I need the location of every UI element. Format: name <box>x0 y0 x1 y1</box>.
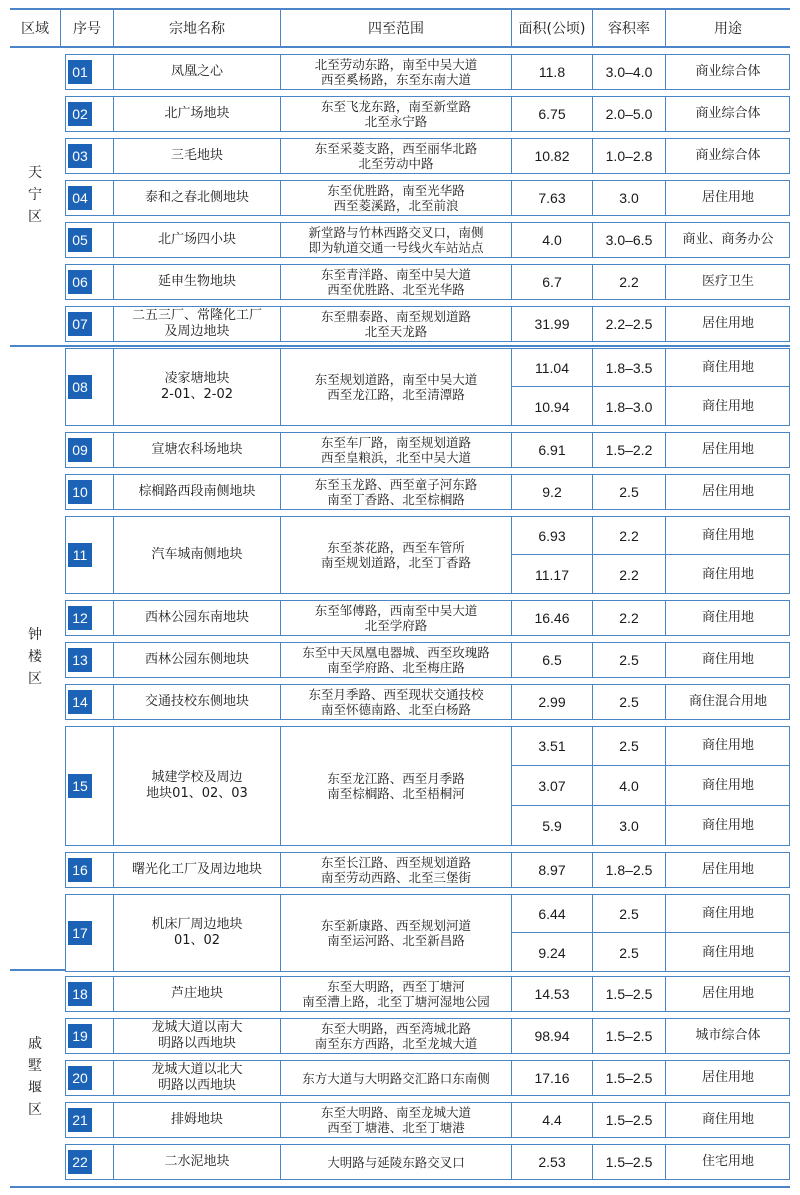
parcel-area: 6.7 <box>542 274 562 290</box>
parcel-name: 凌家塘地块 2-01、2-02 <box>160 371 233 402</box>
row-number-badge: 16 <box>68 858 92 882</box>
parcel-area: 9.24 <box>538 944 566 961</box>
parcel-boundary: 东至月季路、西至现状交通技校 南至怀德南路、北至白杨路 <box>308 687 484 717</box>
plot-ratio: 2.2 <box>619 527 639 544</box>
row-number-badge: 03 <box>68 144 92 168</box>
parcel-boundary: 东至青洋路、南至中吴大道 西至优胜路、北至光华路 <box>320 267 471 297</box>
parcel-area: 16.46 <box>534 610 570 626</box>
plot-ratio: 2.0–5.0 <box>605 106 653 122</box>
plot-ratio: 1.8–3.5 <box>605 359 653 376</box>
row-number-badge: 19 <box>68 1024 92 1048</box>
district-label <box>10 347 60 967</box>
parcel-name: 北广场四小块 <box>157 232 236 247</box>
parcel-name: 龙城大道以南大 明路以西地块 <box>151 1020 243 1051</box>
plot-ratio: 1.5–2.2 <box>605 442 653 458</box>
district-char: 区 <box>28 208 42 225</box>
parcel-name: 汽车城南侧地块 <box>151 547 243 562</box>
header-parcel-name: 宗地名称 <box>169 21 225 37</box>
parcel-area: 4.4 <box>542 1112 562 1128</box>
land-use: 商住用地 <box>701 818 754 833</box>
parcel-name: 城建学校及周边 地块01、02、03 <box>146 770 248 801</box>
table-bottom-rule <box>10 1186 790 1188</box>
parcel-name: 棕榈路西段南侧地块 <box>138 484 256 499</box>
parcel-area: 8.97 <box>538 862 566 878</box>
row-number-badge: 11 <box>68 543 92 567</box>
parcel-name: 交通技校东侧地块 <box>144 694 249 709</box>
row-number-badge: 22 <box>68 1150 92 1174</box>
parcel-boundary: 东至飞龙东路，南至新堂路 北至永宁路 <box>320 99 471 129</box>
district-char: 堰 <box>28 1080 42 1096</box>
parcel-boundary: 大明路与延陵东路交叉口 <box>327 1154 465 1170</box>
parcel-area: 6.93 <box>538 527 566 544</box>
land-use: 商住用地 <box>701 778 754 793</box>
parcel-name: 曙光化工厂及周边地块 <box>131 862 262 877</box>
plot-ratio: 1.5–2.5 <box>605 986 653 1002</box>
header-area: 面积(公顷) <box>518 21 586 37</box>
plot-ratio: 2.5 <box>619 905 639 922</box>
parcel-boundary: 东至采菱支路，西至丽华北路 北至劳动中路 <box>314 141 478 171</box>
land-use: 商住用地 <box>701 566 754 582</box>
header-usage: 用途 <box>714 21 742 37</box>
parcel-name: 机床厂周边地块 01、02 <box>151 917 243 948</box>
district-char: 天 <box>28 164 42 181</box>
plot-ratio: 4.0 <box>619 778 639 794</box>
land-use: 商住用地 <box>701 738 754 753</box>
parcel-area: 4.0 <box>542 232 562 248</box>
plot-ratio: 2.5 <box>619 694 639 710</box>
parcel-area: 17.16 <box>534 1070 570 1086</box>
plot-ratio: 3.0–4.0 <box>605 64 653 80</box>
row-number-badge: 04 <box>68 186 92 210</box>
row-number-badge: 02 <box>68 102 92 126</box>
parcel-boundary: 东至鼎泰路、南至规划道路 北至天龙路 <box>320 309 471 339</box>
row-number-badge: 18 <box>68 982 92 1006</box>
plot-ratio: 2.5 <box>619 652 639 668</box>
plot-ratio: 2.2 <box>619 610 639 626</box>
plot-ratio: 3.0 <box>619 190 639 206</box>
district-char: 戚 <box>28 1036 42 1052</box>
land-use: 居住用地 <box>701 484 754 499</box>
parcel-area: 9.2 <box>542 484 562 500</box>
parcel-area: 31.99 <box>534 316 570 332</box>
row-number-badge: 07 <box>68 312 92 336</box>
district-label <box>10 971 60 1183</box>
land-use: 居住用地 <box>701 1070 754 1085</box>
row-number-badge: 17 <box>68 921 92 945</box>
land-use: 居住用地 <box>701 316 754 331</box>
district-char: 区 <box>28 671 42 687</box>
plot-ratio: 1.5–2.5 <box>605 1154 653 1170</box>
parcel-boundary: 东至邹傅路，西南至中吴大道 北至学府路 <box>314 603 478 633</box>
row-number-badge: 15 <box>68 774 92 798</box>
district-divider <box>10 345 790 347</box>
parcel-area: 6.75 <box>538 106 566 122</box>
plot-ratio: 1.5–2.5 <box>605 1112 653 1128</box>
parcel-boundary: 东至玉龙路、西至童子河东路 南至丁香路、北至棕榈路 <box>314 477 478 507</box>
land-use: 住宅用地 <box>701 1154 754 1169</box>
land-use: 商住用地 <box>701 944 754 960</box>
plot-ratio: 2.2–2.5 <box>605 316 653 332</box>
parcel-boundary: 东至龙江路、西至月季路 南至棕榈路、北至梧桐河 <box>327 771 465 801</box>
parcel-name: 龙城大道以北大 明路以西地块 <box>151 1062 243 1093</box>
plot-ratio: 2.2 <box>619 566 639 583</box>
row-number-badge: 10 <box>68 480 92 504</box>
parcel-boundary: 东至中天凤凰电器城、西至玫瑰路 南至学府路、北至梅庄路 <box>302 645 490 675</box>
parcel-area: 14.53 <box>534 986 570 1002</box>
parcel-boundary: 东至优胜路，南至光华路 西至菱溪路，北至前浪 <box>327 183 465 213</box>
row-number-badge: 08 <box>68 375 92 399</box>
parcel-area: 11.04 <box>535 359 569 376</box>
parcel-name: 二水泥地块 <box>164 1154 230 1169</box>
parcel-name: 宣塘农科场地块 <box>151 442 243 457</box>
parcel-name: 三毛地块 <box>170 148 223 163</box>
parcel-boundary: 北至劳动东路，南至中吴大道 西至奚杨路，东至东南大道 <box>314 57 478 87</box>
parcel-name: 凤凰之心 <box>170 64 223 79</box>
header-seq: 序号 <box>73 21 101 37</box>
land-use: 商住用地 <box>701 359 754 375</box>
land-use: 居住用地 <box>701 442 754 457</box>
land-use: 居住用地 <box>701 986 754 1001</box>
parcel-boundary: 东至长江路、西至规划道路 南至劳动西路、北至三堡街 <box>320 855 471 885</box>
row-number-badge: 06 <box>68 270 92 294</box>
parcel-name: 西林公园东侧地块 <box>144 652 249 667</box>
plot-ratio: 1.5–2.5 <box>605 1028 653 1044</box>
plot-ratio: 2.5 <box>619 738 639 754</box>
parcel-area: 2.99 <box>538 694 566 710</box>
plot-ratio: 2.5 <box>619 484 639 500</box>
plot-ratio: 2.5 <box>619 944 639 961</box>
parcel-name: 北广场地块 <box>164 106 230 121</box>
district-char: 楼 <box>28 649 42 665</box>
plot-ratio: 1.8–2.5 <box>605 862 653 878</box>
parcel-area: 6.5 <box>542 652 562 668</box>
land-use: 商业、商务办公 <box>682 232 774 247</box>
row-number-badge: 09 <box>68 438 92 462</box>
table-header-rule <box>10 46 790 48</box>
district-char: 墅 <box>28 1058 42 1074</box>
header-far: 容积率 <box>608 21 650 37</box>
parcel-boundary: 东至大明路，西至湾城北路 南至东方西路，北至龙城大道 <box>314 1021 478 1051</box>
land-use: 商业综合体 <box>695 64 761 79</box>
row-number-badge: 13 <box>68 648 92 672</box>
parcel-name: 泰和之春北侧地块 <box>144 190 249 205</box>
header-boundary: 四至范围 <box>368 21 424 37</box>
plot-ratio: 1.8–3.0 <box>605 398 653 415</box>
land-use: 商住用地 <box>701 905 754 921</box>
parcel-boundary: 东方大道与大明路交汇路口东南侧 <box>302 1070 490 1086</box>
parcel-boundary: 新堂路与竹林西路交叉口，南侧 即为轨道交通一号线火车站站点 <box>308 225 484 255</box>
district-char: 区 <box>28 1102 42 1118</box>
parcel-area: 3.51 <box>538 738 566 754</box>
parcel-area: 10.94 <box>534 398 570 415</box>
land-parcel-table <box>10 0 790 1195</box>
land-use: 商住用地 <box>701 398 754 414</box>
district-char: 宁 <box>28 186 42 203</box>
land-use: 商住用地 <box>701 610 754 625</box>
parcel-area: 7.63 <box>538 190 566 206</box>
plot-ratio: 3.0–6.5 <box>605 232 653 248</box>
parcel-area: 10.82 <box>534 148 570 164</box>
parcel-name: 芦庄地块 <box>170 986 223 1001</box>
parcel-name: 排姆地块 <box>170 1112 223 1127</box>
plot-ratio: 1.5–2.5 <box>605 1070 653 1086</box>
land-use: 居住用地 <box>701 862 754 877</box>
parcel-area: 98.94 <box>534 1028 570 1044</box>
plot-ratio: 3.0 <box>619 818 639 834</box>
plot-ratio: 2.2 <box>619 274 639 290</box>
parcel-name: 延申生物地块 <box>157 274 236 289</box>
land-use: 医疗卫生 <box>701 274 754 289</box>
land-use: 商住用地 <box>701 652 754 667</box>
parcel-area: 6.44 <box>538 905 566 922</box>
parcel-area: 6.91 <box>538 442 566 458</box>
row-number-badge: 14 <box>68 690 92 714</box>
row-number-badge: 12 <box>68 606 92 630</box>
row-number-badge: 05 <box>68 228 92 252</box>
parcel-boundary: 东至车厂路，南至规划道路 西至皇粮浜，北至中吴大道 <box>320 435 471 465</box>
parcel-area: 11.17 <box>535 566 569 583</box>
parcel-name: 二五三厂、常隆化工厂 及周边地块 <box>131 308 262 339</box>
parcel-boundary: 东至茶花路，西至车管所 南至规划道路，北至丁香路 <box>320 540 471 570</box>
land-use: 商住混合用地 <box>688 694 767 709</box>
parcel-area: 11.8 <box>538 64 566 80</box>
parcel-boundary: 东至规划道路，南至中吴大道 西至龙江路，北至清潭路 <box>314 372 478 402</box>
row-number-badge: 01 <box>68 60 92 84</box>
parcel-area: 5.9 <box>542 818 562 834</box>
district-char: 钟 <box>28 627 42 643</box>
parcel-boundary: 东至大明路、南至龙城大道 西至丁塘港、北至丁塘港 <box>320 1105 471 1135</box>
parcel-name: 西林公园东南地块 <box>144 610 249 625</box>
land-use: 居住用地 <box>701 190 754 205</box>
land-use: 商业综合体 <box>695 106 761 121</box>
land-use: 城市综合体 <box>695 1028 761 1043</box>
plot-ratio: 1.0–2.8 <box>605 148 653 164</box>
row-number-badge: 21 <box>68 1108 92 1132</box>
land-use: 商业综合体 <box>695 148 761 163</box>
land-use: 商住用地 <box>701 1112 754 1127</box>
parcel-boundary: 东至大明路，西至丁塘河 南至漕上路，北至丁塘河湿地公园 <box>302 979 490 1009</box>
row-number-badge: 20 <box>68 1066 92 1090</box>
parcel-area: 2.53 <box>538 1154 566 1170</box>
parcel-boundary: 东至新康路、西至规划河道 南至运河路、北至新昌路 <box>320 918 471 948</box>
district-label <box>10 46 60 343</box>
parcel-area: 3.07 <box>538 778 566 794</box>
land-use: 商住用地 <box>701 527 754 543</box>
header-district: 区域 <box>21 21 49 37</box>
